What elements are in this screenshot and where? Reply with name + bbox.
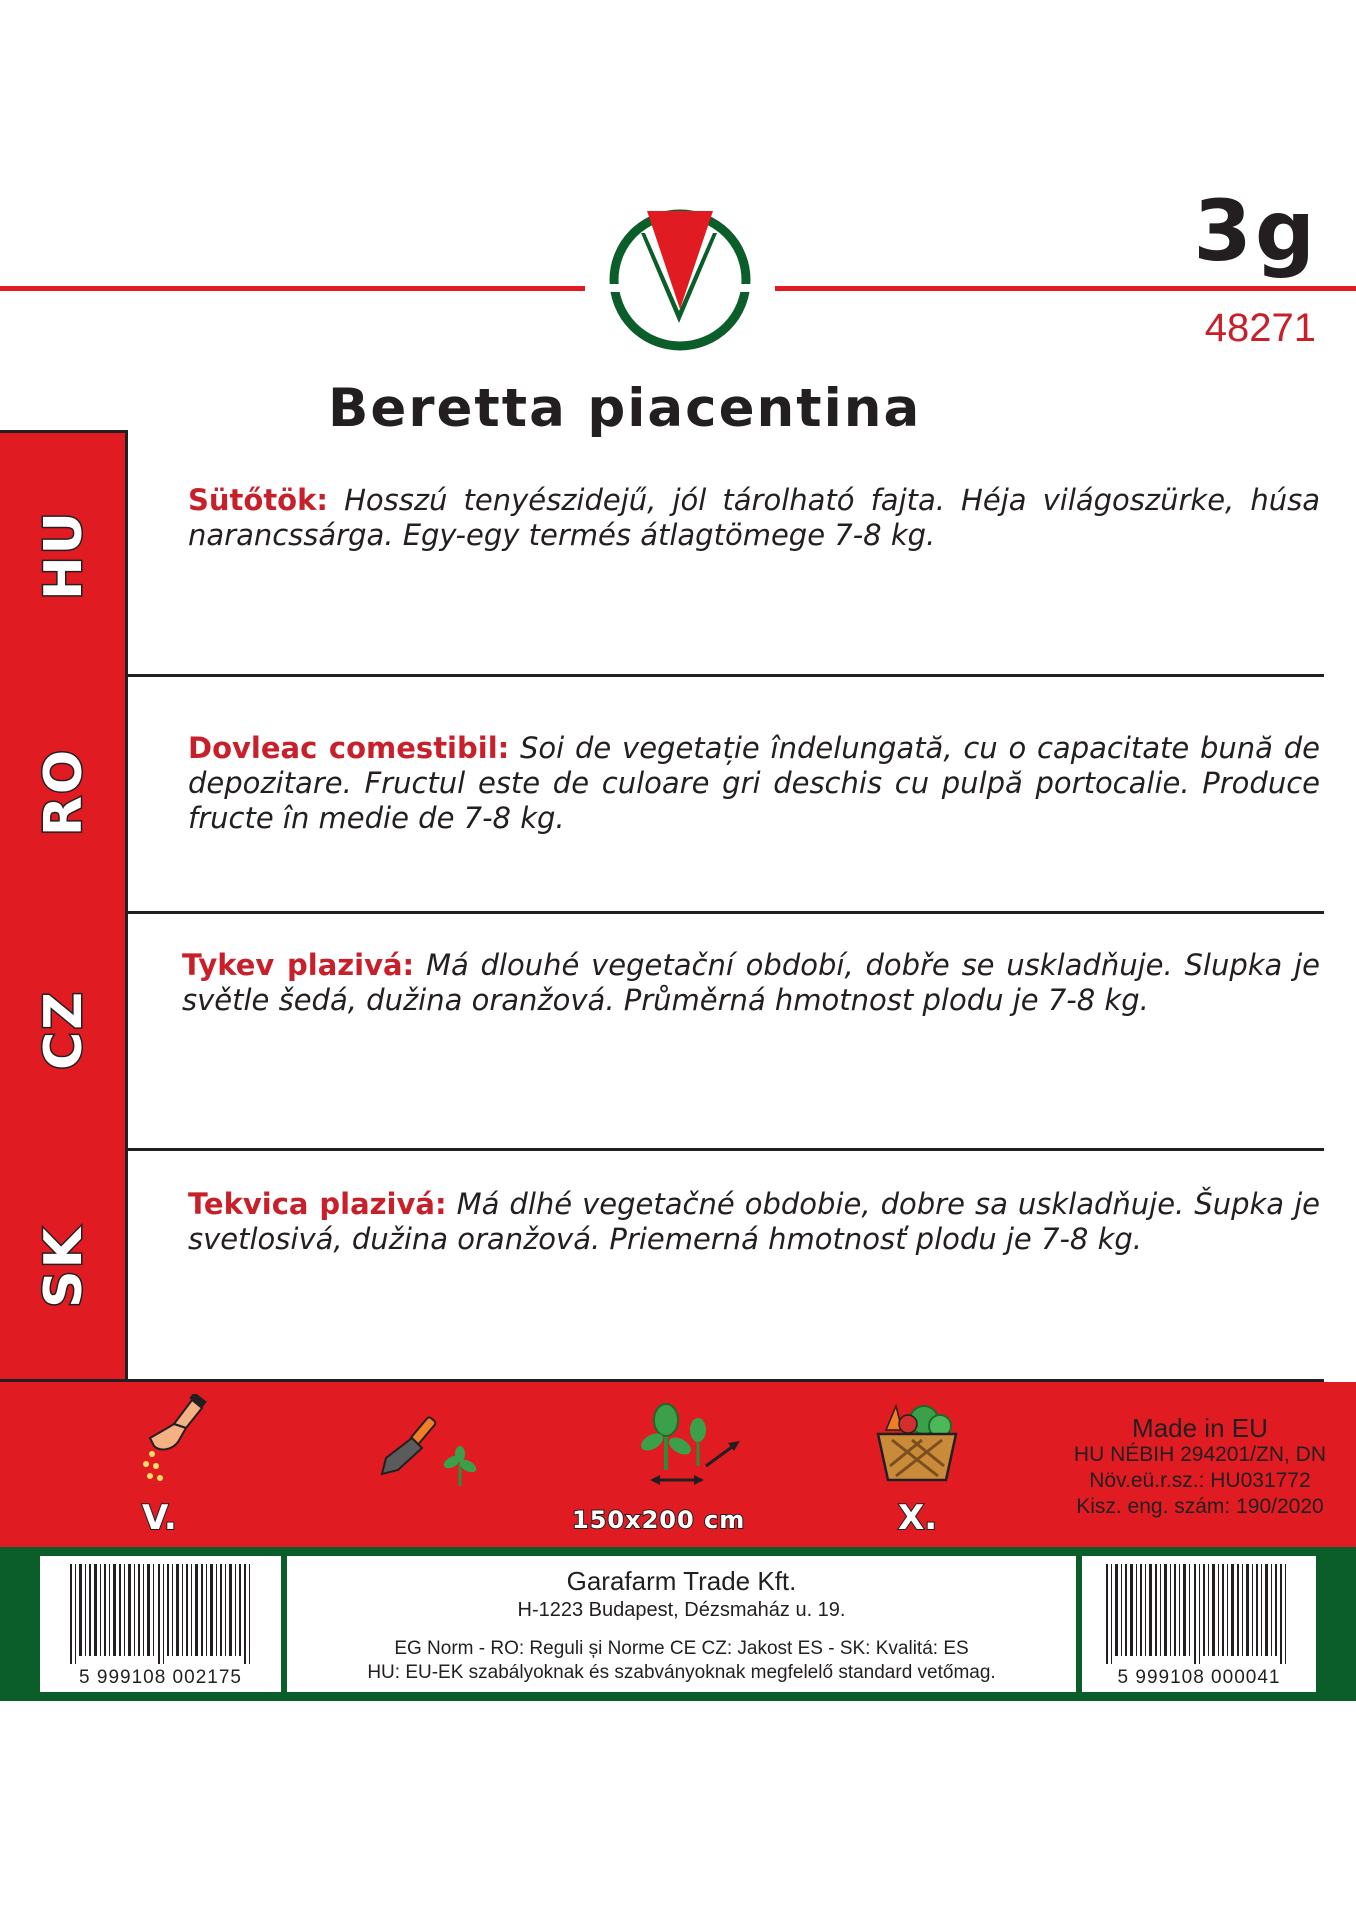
lang-code-cz: CZ <box>34 990 94 1070</box>
plant-spacing-icon <box>636 1400 746 1490</box>
description-cz <box>182 948 1320 1018</box>
description-heading: Sütőtök: <box>188 483 328 517</box>
trowel-seedling-icon <box>378 1412 483 1492</box>
description-body: Soi de vegetație îndelungată, cu o capacitate bună de depozitare. Fructul este de culoare gri deschis cu pulpă portocalie. Produce fructe în medie de 7-8 kg. <box>188 731 1320 835</box>
license-number: Kisz. eng. szám: 190/2020 <box>1076 1495 1324 1518</box>
description-heading: Tykev plazivá: <box>182 948 415 982</box>
barcode-bars-icon <box>1082 1556 1316 1666</box>
description-body: Hosszú tenyészidejű, jól tárolható fajta. Héja világoszürke, húsa narancssárga. Egy-egy termés átlagtömege 7-8 kg. <box>188 483 1320 552</box>
barcode-left <box>40 1556 281 1692</box>
description-body: Má dlouhé vegetační období, dobře se uskladňuje. Slupka je světle šedá, dužina oranžová. Průměrná hmotnost plodu je 7-8 kg. <box>182 948 1320 1017</box>
section-divider <box>128 1148 1324 1151</box>
hand-sowing-seeds-icon <box>130 1394 220 1484</box>
product-name: Beretta piacentina <box>328 378 922 439</box>
article-number: 48271 <box>1204 306 1316 350</box>
header-rule-left <box>0 286 585 291</box>
footer <box>0 1547 1356 1701</box>
norm-text: EG Norm - RO: Reguli și Norme CE CZ: Jakost ES - SK: Kvalitá: ES <box>394 1638 969 1659</box>
company-address: H-1223 Budapest, Dézsmaház u. 19. <box>517 1599 846 1621</box>
sowing-month: V. <box>142 1498 177 1538</box>
nebih-number: HU NÉBIH 294201/ZN, DN <box>1073 1443 1326 1466</box>
header-rule-right <box>775 286 1356 291</box>
brand-logo-icon <box>605 205 755 355</box>
section-divider <box>128 911 1324 914</box>
lang-code-ro: RO <box>34 747 94 837</box>
description-hu <box>188 483 1320 553</box>
language-panel <box>0 430 1356 1382</box>
norm-text: HU: EU-EK szabályoknak és szabványoknak megfelelő standard vetőmag. <box>367 1662 996 1683</box>
description-ro <box>188 731 1320 836</box>
barcode-number: 5 999108 000041 <box>1117 1667 1281 1688</box>
barcode-right <box>1082 1556 1316 1692</box>
made-in-label: Made in EU <box>1132 1413 1268 1443</box>
package-weight: 3g <box>1193 182 1318 280</box>
company-info <box>287 1556 1076 1692</box>
growing-info-band <box>0 1382 1356 1547</box>
barcode-number: 5 999108 002175 <box>79 1667 242 1688</box>
description-sk <box>188 1187 1320 1257</box>
description-heading: Tekvica plazivá: <box>188 1187 447 1221</box>
harvest-basket-icon <box>872 1400 962 1490</box>
section-divider <box>128 674 1324 677</box>
description-heading: Dovleac comestibil: <box>188 731 510 765</box>
plant-spacing-label: 150x200 cm <box>572 1506 746 1534</box>
harvest-month: X. <box>898 1498 938 1538</box>
lang-code-hu: HU <box>34 510 94 600</box>
barcode-bars-icon <box>40 1556 281 1666</box>
regulatory-info <box>1074 1414 1326 1520</box>
lang-code-sk: SK <box>34 1226 94 1308</box>
plant-health-number: Növ.eü.r.sz.: HU031772 <box>1089 1469 1311 1492</box>
description-body: Má dlhé vegetačné obdobie, dobre sa uskladňuje. Šupka je svetlosivá, dužina oranžová. Priemerná hmotnosť plodu je 7-8 kg. <box>188 1187 1320 1256</box>
company-name: Garafarm Trade Kft. <box>566 1566 797 1596</box>
